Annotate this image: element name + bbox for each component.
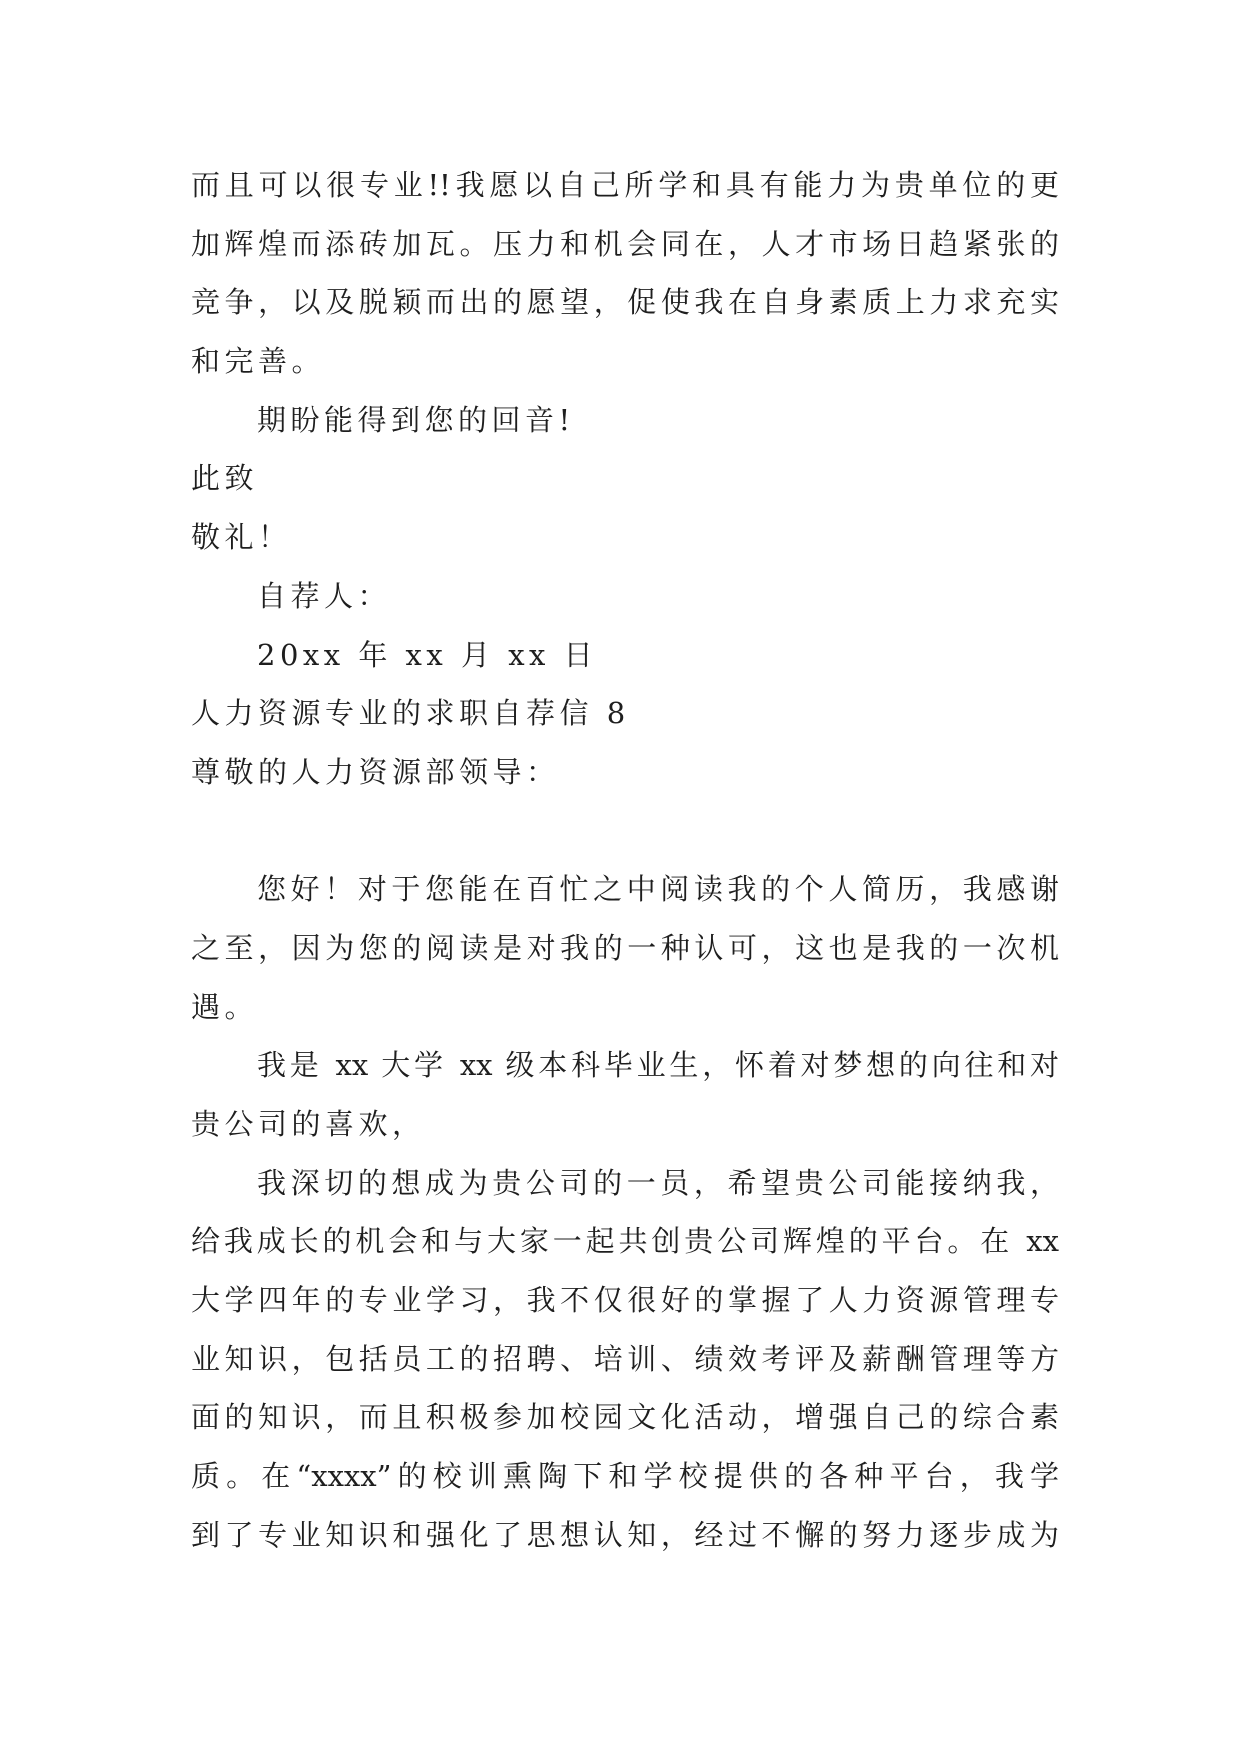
- body-line: 之至，因为您的阅读是对我的一种认可，这也是我的一次机: [191, 930, 1059, 965]
- body-line: 到了专业知识和强化了思想认知，经过不懈的努力逐步成为: [191, 1517, 1059, 1552]
- signer-label: 自荐人：: [257, 578, 392, 613]
- closing-phrase: 此致: [191, 461, 259, 496]
- body-line: 给我成长的机会和与大家一起共创贵公司辉煌的平台。在 xx: [191, 1224, 1059, 1259]
- blank-line: [191, 802, 1059, 861]
- body-line: 您好！对于您能在百忙之中阅读我的个人简历，我感谢: [257, 872, 1059, 907]
- body-line: 贵公司的喜欢，: [191, 1107, 426, 1141]
- body-line: 我深切的想成为贵公司的一员，希望贵公司能接纳我，: [257, 1165, 1059, 1200]
- body-line: 和完善。: [191, 344, 326, 379]
- body-line: 遇。: [191, 989, 259, 1024]
- closing-hope-line: 期盼能得到您的回音!: [257, 402, 575, 437]
- body-line: 大学四年的专业学习，我不仅很好的掌握了人力资源管理专: [191, 1283, 1059, 1318]
- body-line: 而且可以很专业!!我愿以自己所学和具有能力为贵单位的更: [191, 168, 1059, 202]
- body-line: 竞争，以及脱颖而出的愿望，促使我在自身素质上力求充实: [191, 285, 1059, 320]
- signature-date: 20xx 年 xx 月 xx 日: [257, 637, 598, 672]
- body-line: 我是 xx 大学 xx 级本科毕业生，怀着对梦想的向往和对: [257, 1048, 1059, 1083]
- body-line: 质。在“xxxx”的校训熏陶下和学校提供的各种平台，我学: [191, 1459, 1059, 1494]
- body-line: 加辉煌而添砖加瓦。压力和机会同在，人才市场日趋紧张的: [191, 226, 1059, 261]
- body-line: 面的知识，而且积极参加校园文化活动，增强自己的综合素: [191, 1400, 1059, 1435]
- closing-salute: 敬礼！: [191, 520, 292, 555]
- letter-title: 人力资源专业的求职自荐信 8: [191, 696, 630, 731]
- letter-body: [191, 156, 1059, 1565]
- body-line: 业知识，包括员工的招聘、培训、绩效考评及薪酬管理等方: [191, 1341, 1059, 1376]
- recipient-greeting: 尊敬的人力资源部领导：: [191, 754, 560, 789]
